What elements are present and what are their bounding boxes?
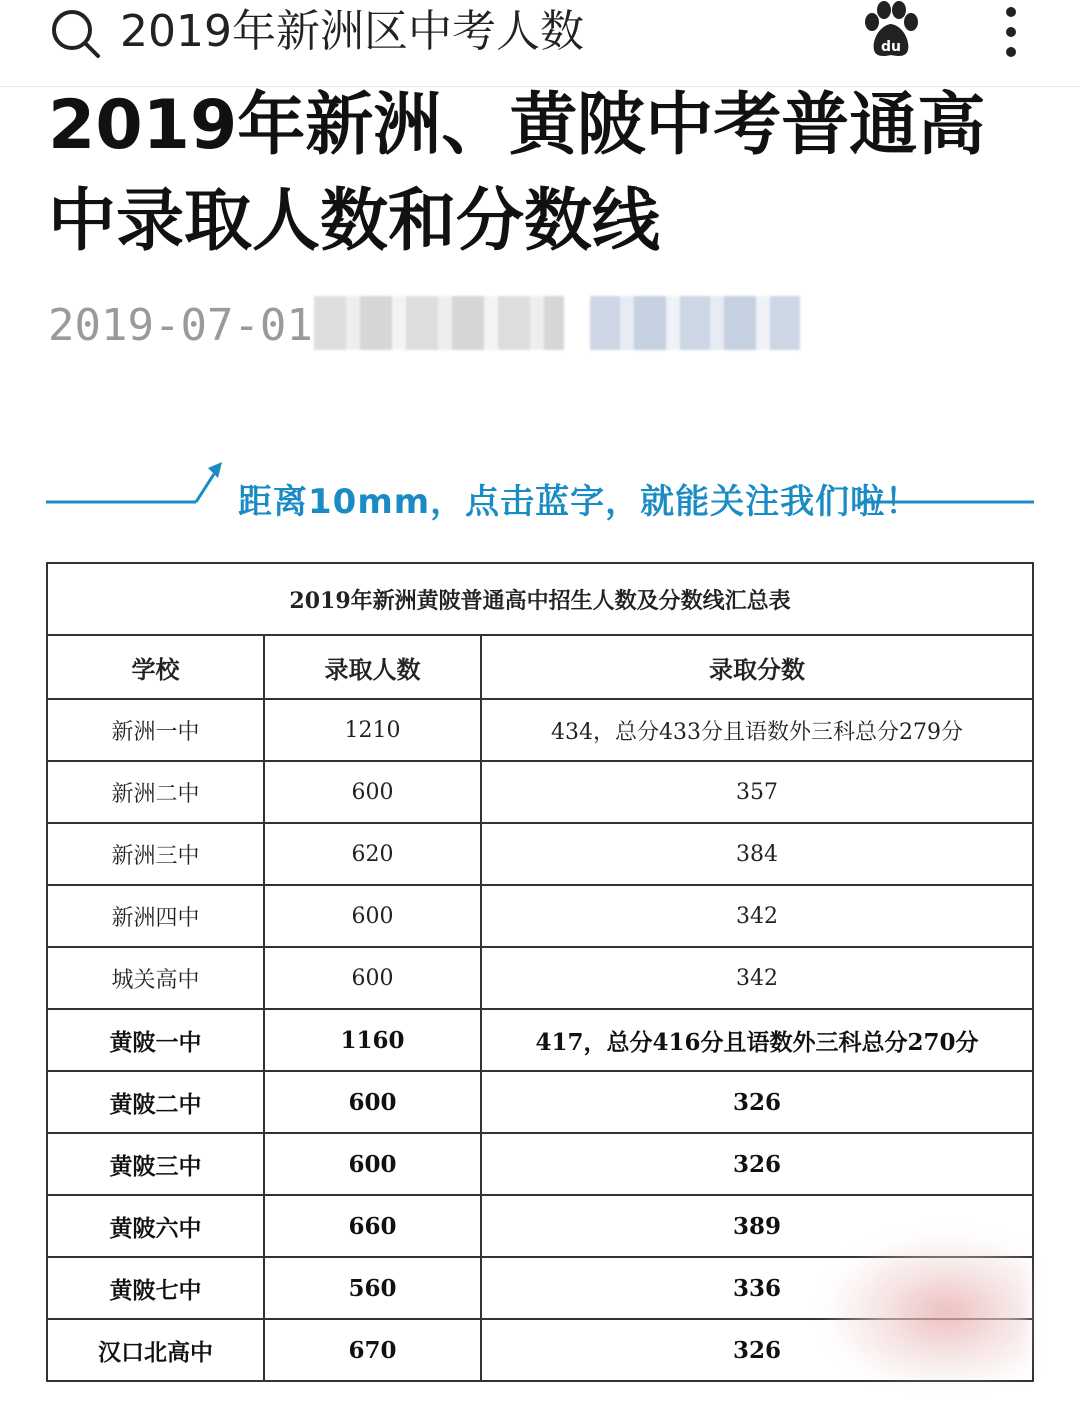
search-query[interactable]: 2019年新洲区中考人数 [120, 6, 584, 57]
cell-score: 434，总分433分且语数外三科总分279分 [481, 699, 1033, 761]
table-row [47, 1071, 1033, 1133]
table-row [47, 885, 1033, 947]
table-row [47, 947, 1033, 1009]
cell-score: 389 [481, 1195, 1033, 1257]
cell-score: 336 [481, 1257, 1033, 1319]
cell-count: 1160 [264, 1009, 481, 1071]
search-bar[interactable] [0, 0, 1080, 87]
cell-count: 660 [264, 1195, 481, 1257]
cell-count: 600 [264, 947, 481, 1009]
cell-count: 600 [264, 761, 481, 823]
follow-banner-text[interactable]: 距离10mm，点击蓝字，就能关注我们啦！ [238, 482, 921, 522]
cell-count: 560 [264, 1257, 481, 1319]
table-row [47, 1009, 1033, 1071]
cell-count: 600 [264, 885, 481, 947]
cell-count: 620 [264, 823, 481, 885]
cell-score: 326 [481, 1133, 1033, 1195]
cell-score: 342 [481, 885, 1033, 947]
header-score: 录取分数 [481, 635, 1033, 699]
cell-school: 新洲三中 [47, 823, 264, 885]
more-options-icon[interactable] [996, 2, 1026, 62]
table-row [47, 1133, 1033, 1195]
table-row [47, 761, 1033, 823]
cell-score: 326 [481, 1071, 1033, 1133]
blurred-author-name [314, 296, 564, 350]
blurred-author-link [590, 296, 800, 350]
search-icon[interactable] [48, 6, 102, 60]
cell-school: 黄陂六中 [47, 1195, 264, 1257]
baidu-paw-icon[interactable] [860, 0, 922, 62]
cell-school: 黄陂二中 [47, 1071, 264, 1133]
article-title: 2019年新洲、黄陂中考普通高中录取人数和分数线 [48, 86, 986, 261]
header-school: 学校 [47, 635, 264, 699]
svg-text:du: du [881, 39, 901, 55]
table-row [47, 823, 1033, 885]
blurred-watermark [820, 1230, 1030, 1380]
cell-score: 384 [481, 823, 1033, 885]
cell-count: 600 [264, 1133, 481, 1195]
cell-school: 城关高中 [47, 947, 264, 1009]
header-count: 录取人数 [264, 635, 481, 699]
cell-score: 357 [481, 761, 1033, 823]
cell-score: 342 [481, 947, 1033, 1009]
cell-count: 1210 [264, 699, 481, 761]
article-date: 2019-07-01 [48, 300, 313, 351]
cell-school: 黄陂七中 [47, 1257, 264, 1319]
cell-count: 600 [264, 1071, 481, 1133]
cell-school: 黄陂一中 [47, 1009, 264, 1071]
cell-school: 新洲一中 [47, 699, 264, 761]
cell-count: 670 [264, 1319, 481, 1381]
cell-score: 326 [481, 1319, 1033, 1381]
cell-score: 417，总分416分且语数外三科总分270分 [481, 1009, 1033, 1071]
cell-school: 新洲四中 [47, 885, 264, 947]
cell-school: 汉口北高中 [47, 1319, 264, 1381]
table-caption: 2019年新洲黄陂普通高中招生人数及分数线汇总表 [47, 563, 1033, 635]
cell-school: 黄陂三中 [47, 1133, 264, 1195]
table-row [47, 699, 1033, 761]
cell-school: 新洲二中 [47, 761, 264, 823]
